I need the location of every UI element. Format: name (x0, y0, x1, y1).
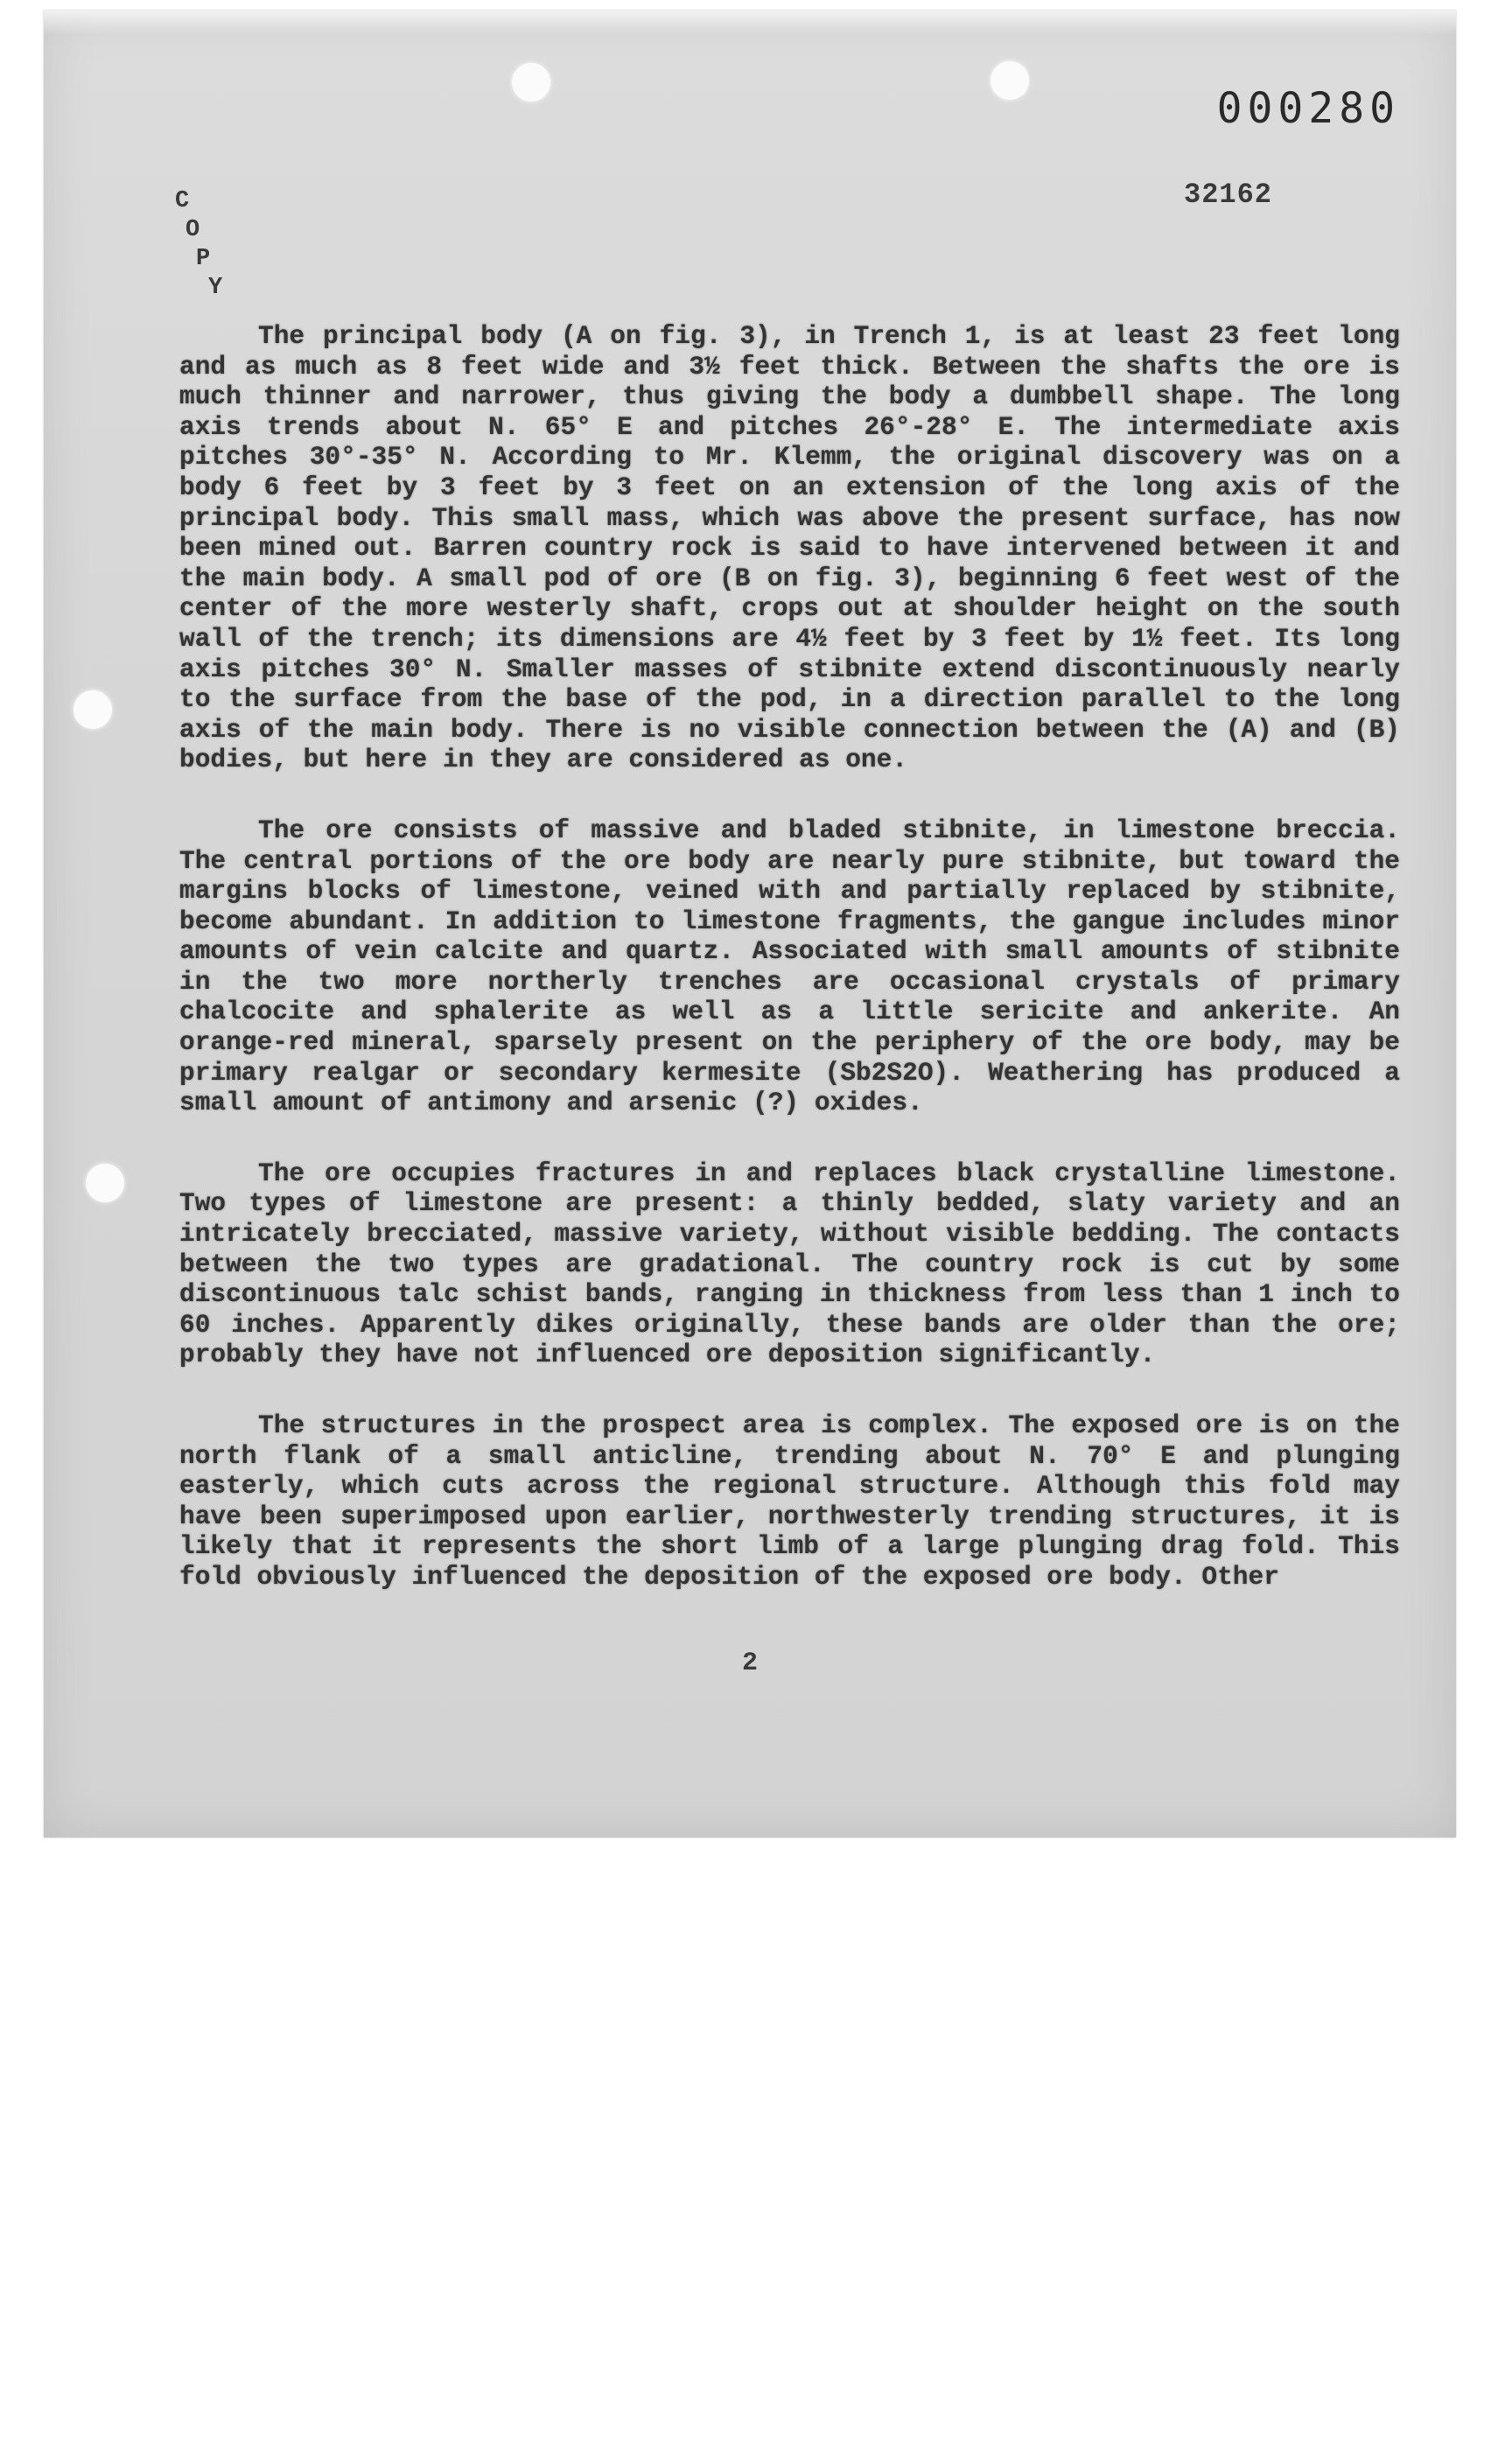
punch-hole-left-upper (74, 690, 112, 729)
copy-letter-c: C (175, 188, 190, 214)
paragraph-principal-body: The principal body (A on fig. 3), in Trench 1, is at least 23 feet long and as much as 8 feet wide and 3½ feet thick. Between the shafts the ore is much thinner and narrower, thus giving the body a dumbbell shape. The long axis trends about N. 65° E and pitches 26°-28° E. The intermediate axis pitches 30°-35° N. According to Mr. Klemm, the original discovery was on a body 6 feet by 3 feet by 3 feet on an extension of the long axis of the principal body. This small mass, which was above the present surface, has now been mined out. Barren country rock is said to have intervened between it and the main body. A small pod of ore (B on fig. 3), beginning 6 feet west of the center of the more westerly shaft, crops out at shoulder height on the south wall of the trench; its dimensions are 4½ feet by 3 feet by 1½ feet. Its long axis pitches 30° N. Smaller masses of stibnite extend discontinuously nearly to the surface from the base of the pod, in a direction parallel to the long axis of the main body. There is no visible connection between the (A) and (B) bodies, but here in they are considered as one. (179, 321, 1416, 775)
paragraph-structures: The structures in the prospect area is complex. The exposed ore is on the north flank of a small anticline, trending about N. 70° E and plunging easterly, which cuts across the regional structure. Although this fold may have been superimposed upon earlier, northwesterly trending structures, it is likely that it represents the short limb of a large plunging drag fold. This fold obviously influenced the deposition of the exposed ore body. Other (179, 1410, 1416, 1592)
paragraph-ore-composition: The ore consists of massive and bladed stibnite, in limestone breccia. The central portions of the ore body are nearly pure stibnite, but toward the margins blocks of limestone, veined with and partially replaced by stibnite, become abundant. In addition to limestone fragments, the gangue includes minor amounts of vein calcite and quartz. Associated with small amounts of stibnite in the two more northerly trenches are occasional crystals of primary chalcocite and sphalerite as well as a little sericite and ankerite. An orange-red mineral, sparsely present on the periphery of the ore body, may be primary realgar or secondary kermesite (Sb2S2O). Weathering has produced a small amount of antimony and arsenic (?) oxides. (179, 815, 1416, 1118)
copy-letter-y: Y (208, 275, 223, 301)
punch-hole-top-left (512, 63, 550, 102)
paragraph-limestone-host: The ore occupies fractures in and replaces black crystalline limestone. Two types of limestone are present: a thinly bedded, slaty variety and an intricately brecciated, massive variety, without visible bedding. The contacts between the two types are gradational. The country rock is cut by some discontinuous talc schist bands, ranging in thickness from less than 1 inch to 60 inches. Apparently dikes originally, these bands are older than the ore; probably they have not influenced ore deposition significantly. (179, 1158, 1416, 1370)
document-body (179, 321, 1416, 1633)
page-number: 2 (741, 1648, 758, 1678)
punch-hole-top-right (990, 61, 1029, 100)
reference-number: 32162 (1183, 178, 1272, 211)
copy-letter-p: P (196, 246, 211, 272)
scan-edge-highlight (44, 10, 1456, 35)
scanned-page (44, 10, 1456, 1838)
punch-hole-left-lower (86, 1164, 124, 1202)
copy-letter-o: O (186, 217, 200, 243)
document-number: 000280 (1216, 84, 1400, 133)
